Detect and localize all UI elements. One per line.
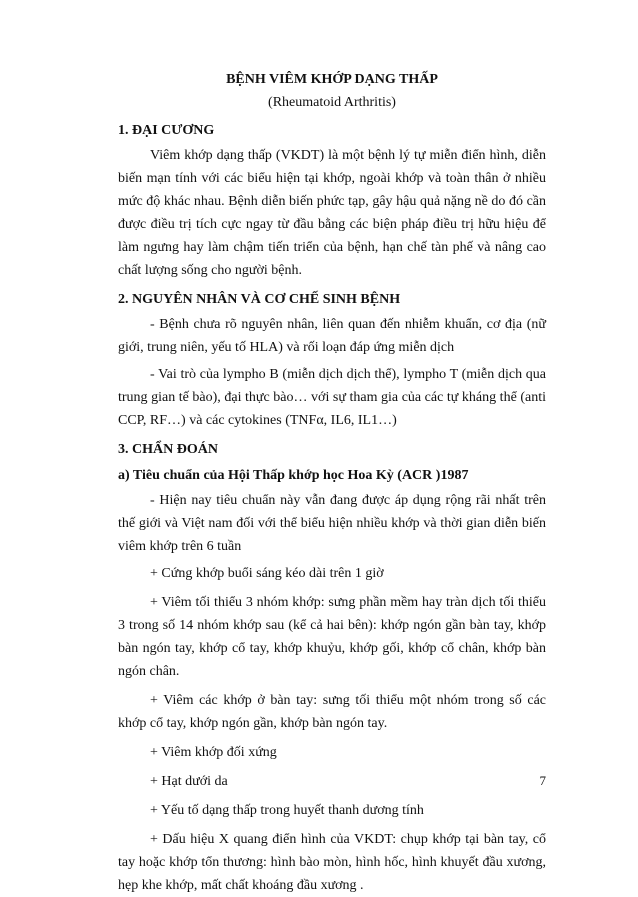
criterion-item: + Viêm tối thiểu 3 nhóm khớp: sưng phần mềm hay tràn dịch tối thiểu 3 trong số 14 nhóm khớp sau (kể cả hai bên): khớp ngón gần bàn tay, khớp bàn ngón tay, khớp cổ tay, khớp khuỷu, khớp gối, khớp cổ chân, khớp bàn ngón chân.: [118, 595, 546, 679]
paragraph: - Hiện nay tiêu chuẩn này vẫn đang được áp dụng rộng rãi nhất trên thế giới và Việt nam đối với thể biểu hiện nhiều khớp và thời gian diễn biến viêm khớp trên 6 tuần: [118, 493, 546, 554]
criterion-item: + Viêm khớp đối xứng: [150, 745, 277, 760]
criterion-item: + Hạt dưới da: [150, 774, 228, 789]
criterion-item: + Yếu tố dạng thấp trong huyết thanh dương tính: [150, 803, 424, 818]
section-heading-diagnosis: 3. CHẨN ĐOÁN: [118, 442, 218, 457]
paragraph: - Vai trò của lympho B (miễn dịch dịch thể), lympho T (miễn dịch qua trung gian tế bào), đại thực bào… với sự tham gia của các tự kháng thể (anti CCP, RF…) và các cytokines (TNFα, IL6, IL1…): [118, 367, 546, 428]
subsection-heading-acr: a) Tiêu chuẩn của Hội Thấp khớp học Hoa Kỳ (ACR )1987: [118, 468, 469, 483]
criterion-item: + Viêm các khớp ở bàn tay: sưng tối thiểu một nhóm trong số các khớp cổ tay, khớp ngón gần, khớp bàn ngón tay.: [118, 693, 546, 731]
document-title: BỆNH VIÊM KHỚP DẠNG THẤP: [226, 72, 438, 87]
criterion-item: + Cứng khớp buổi sáng kéo dài trên 1 giờ: [150, 566, 384, 581]
section-heading-causes: 2. NGUYÊN NHÂN VÀ CƠ CHẾ SINH BỆNH: [118, 292, 401, 307]
section-heading-general: 1. ĐẠI CƯƠNG: [118, 123, 215, 138]
paragraph: - Bệnh chưa rõ nguyên nhân, liên quan đến nhiễm khuẩn, cơ địa (nữ giới, trung niên, yếu tố HLA) và rối loạn đáp ứng miễn dịch: [118, 317, 546, 355]
paragraph: Viêm khớp dạng thấp (VKDT) là một bệnh lý tự miễn điển hình, diễn biến mạn tính với các biểu hiện tại khớp, ngoài khớp và toàn thân ở nhiều mức độ khác nhau. Bệnh diễn biến phức tạp, gây hậu quả nặng nề do đó cần được điều trị tích cực ngay từ đầu bằng các biện pháp điều trị hữu hiệu để làm ngưng hay làm chậm tiến triển của bệnh, hạn chế tàn phế và nâng cao chất lượng sống cho người bệnh.: [118, 148, 546, 278]
document-subtitle: (Rheumatoid Arthritis): [268, 95, 396, 110]
page-number: 7: [539, 773, 546, 788]
criterion-item: + Dấu hiệu X quang điển hình của VKDT: chụp khớp tại bàn tay, cổ tay hoặc khớp tổn thương: hình bào mòn, hình hốc, hình khuyết đầu xương, hẹp khe khớp, mất chất khoáng đầu xương .: [118, 832, 546, 893]
